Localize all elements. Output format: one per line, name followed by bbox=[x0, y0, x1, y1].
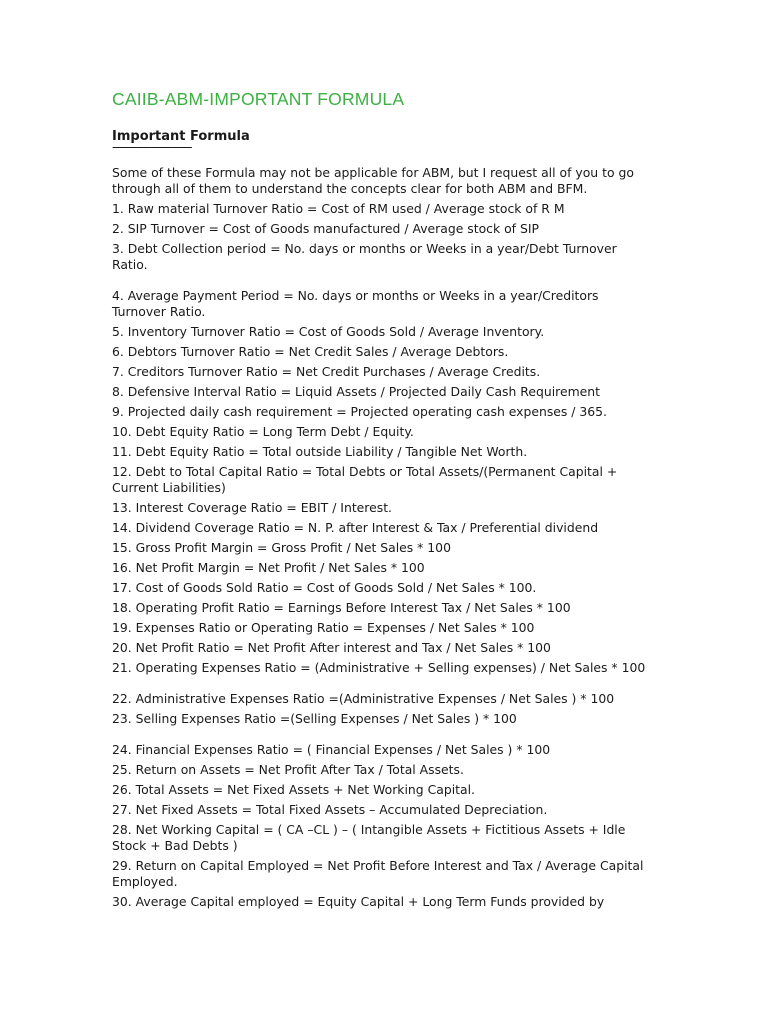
formula-item: 8. Defensive Interval Ratio = Liquid Assets / Projected Daily Cash Requirement bbox=[112, 384, 600, 399]
formula-item: 23. Selling Expenses Ratio =(Selling Expenses / Net Sales ) * 100 bbox=[112, 711, 517, 726]
formula-item: 11. Debt Equity Ratio = Total outside Liability / Tangible Net Worth. bbox=[112, 444, 528, 459]
formula-item: 28. Net Working Capital = ( CA –CL ) – ( Intangible Assets + Fictitious Assets + Idle Stock + Bad Debts ) bbox=[112, 822, 626, 853]
formula-item: 24. Financial Expenses Ratio = ( Financial Expenses / Net Sales ) * 100 bbox=[112, 742, 551, 757]
formula-item: 29. Return on Capital Employed = Net Profit Before Interest and Tax / Average Capital Employed. bbox=[112, 858, 644, 889]
formula-item: 13. Interest Coverage Ratio = EBIT / Interest. bbox=[112, 500, 392, 515]
intro-paragraph: Some of these Formula may not be applicable for ABM, but I request all of you to go through all of them to understand the concepts clear for both ABM and BFM. bbox=[112, 165, 634, 196]
section-heading: Important Formula bbox=[112, 129, 250, 144]
formula-item: 3. Debt Collection period = No. days or months or Weeks in a year/Debt Turnover Ratio. bbox=[112, 241, 617, 272]
formula-item: 10. Debt Equity Ratio = Long Term Debt / Equity. bbox=[112, 424, 414, 439]
formula-item: 14. Dividend Coverage Ratio = N. P. after Interest & Tax / Preferential dividend bbox=[112, 520, 599, 535]
formula-item: 16. Net Profit Margin = Net Profit / Net Sales * 100 bbox=[112, 560, 425, 575]
formula-item: 19. Expenses Ratio or Operating Ratio = Expenses / Net Sales * 100 bbox=[112, 620, 535, 635]
formula-item: 30. Average Capital employed = Equity Capital + Long Term Funds provided by bbox=[112, 894, 605, 909]
formula-body bbox=[112, 165, 652, 914]
formula-item: 21. Operating Expenses Ratio = (Administrative + Selling expenses) / Net Sales * 100 bbox=[112, 660, 646, 675]
page-title: CAIIB-ABM-IMPORTANT FORMULA bbox=[112, 89, 405, 109]
formula-item: 5. Inventory Turnover Ratio = Cost of Goods Sold / Average Inventory. bbox=[112, 324, 545, 339]
formula-item: 20. Net Profit Ratio = Net Profit After interest and Tax / Net Sales * 100 bbox=[112, 640, 551, 655]
formula-item: 9. Projected daily cash requirement = Projected operating cash expenses / 365. bbox=[112, 404, 608, 419]
formula-item: 25. Return on Assets = Net Profit After Tax / Total Assets. bbox=[112, 762, 464, 777]
formula-item: 12. Debt to Total Capital Ratio = Total Debts or Total Assets/(Permanent Capital + Current Liabilities) bbox=[112, 464, 618, 495]
formula-item: 1. Raw material Turnover Ratio = Cost of RM used / Average stock of R M bbox=[112, 201, 565, 216]
formula-item: 26. Total Assets = Net Fixed Assets + Net Working Capital. bbox=[112, 782, 475, 797]
formula-item: 7. Creditors Turnover Ratio = Net Credit Purchases / Average Credits. bbox=[112, 364, 541, 379]
formula-item: 18. Operating Profit Ratio = Earnings Before Interest Tax / Net Sales * 100 bbox=[112, 600, 571, 615]
formula-item: 4. Average Payment Period = No. days or months or Weeks in a year/Creditors Turnover Ratio. bbox=[112, 288, 599, 319]
formula-item: 22. Administrative Expenses Ratio =(Administrative Expenses / Net Sales ) * 100 bbox=[112, 691, 615, 706]
formula-item: 2. SIP Turnover = Cost of Goods manufactured / Average stock of SIP bbox=[112, 221, 539, 236]
formula-item: 6. Debtors Turnover Ratio = Net Credit Sales / Average Debtors. bbox=[112, 344, 509, 359]
heading-underline: --------------------------- bbox=[112, 140, 192, 154]
formula-item: 27. Net Fixed Assets = Total Fixed Assets – Accumulated Depreciation. bbox=[112, 802, 548, 817]
formula-item: 15. Gross Profit Margin = Gross Profit / Net Sales * 100 bbox=[112, 540, 451, 555]
formula-item: 17. Cost of Goods Sold Ratio = Cost of Goods Sold / Net Sales * 100. bbox=[112, 580, 537, 595]
